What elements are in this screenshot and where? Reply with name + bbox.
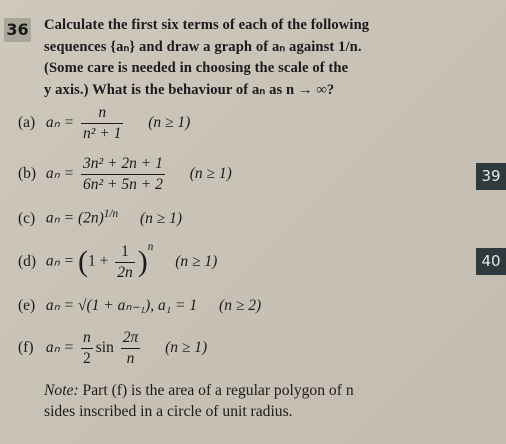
part-label: (c) <box>18 209 36 227</box>
part-lhs: aₙ = <box>45 339 75 357</box>
part-expression: aₙ = √(1 + aₙ₋₁), a₁ = 1 <box>45 297 198 314</box>
note-line <box>44 380 474 401</box>
part-expression: aₙ = (2n) <box>45 209 104 227</box>
exponent: n <box>147 241 154 253</box>
denominator: 2n <box>117 263 133 281</box>
sin-function: sin <box>95 339 114 357</box>
denominator: n <box>126 350 135 367</box>
side-tab-40: 40 <box>476 248 506 275</box>
part-lhs: aₙ = <box>45 252 75 270</box>
part-lhs: aₙ = <box>45 165 75 183</box>
fraction <box>81 329 93 368</box>
part-lhs: aₙ = <box>45 114 75 132</box>
note-prefix: Note: <box>44 382 79 399</box>
part-a <box>18 104 190 143</box>
denominator: 6n² + 5n + 2 <box>83 176 163 193</box>
fraction <box>115 243 135 282</box>
exponent: 1/n <box>103 208 119 220</box>
part-f <box>18 329 207 368</box>
part-b <box>18 155 232 194</box>
condition: (n ≥ 1) <box>165 339 208 357</box>
fraction <box>121 329 141 368</box>
numerator: n <box>81 329 93 349</box>
part-e <box>18 296 261 315</box>
condition: (n ≥ 1) <box>189 165 232 183</box>
part-label: (f) <box>18 339 34 357</box>
left-paren: ( <box>78 245 89 279</box>
denominator: 2 <box>83 350 91 367</box>
numerator: 3n² + 2n + 1 <box>81 155 165 175</box>
fraction <box>81 104 123 143</box>
part-prefix: 1 + <box>88 252 109 270</box>
condition: (n ≥ 1) <box>148 114 191 132</box>
side-tab-39: 39 <box>476 163 506 190</box>
part-c <box>18 208 182 228</box>
condition: (n ≥ 1) <box>139 209 183 227</box>
part-label: (a) <box>18 114 36 132</box>
intro-line: Calculate the first six terms of each of the following <box>44 17 370 33</box>
note-text: Part (f) is the area of a regular polygon of n <box>78 382 354 399</box>
numerator: 2π <box>121 329 141 349</box>
note-line: sides inscribed in a circle of unit radius. <box>44 403 293 420</box>
intro-line: (Some care is needed in choosing the scale of the <box>44 60 349 76</box>
right-paren: ) <box>137 245 148 279</box>
part-label: (b) <box>18 165 37 183</box>
part-label: (d) <box>18 252 37 270</box>
question-number: 36 <box>4 18 31 42</box>
denominator: n² + 1 <box>83 125 122 142</box>
condition: (n ≥ 2) <box>219 297 262 314</box>
condition: (n ≥ 1) <box>175 252 218 270</box>
part-label: (e) <box>18 297 36 314</box>
numerator: 1 <box>115 243 135 263</box>
fraction <box>81 155 165 194</box>
part-d <box>18 241 217 282</box>
question-intro <box>44 15 464 101</box>
numerator: n <box>81 104 123 124</box>
intro-line: sequences {aₙ} and draw a graph of aₙ against 1/n. <box>44 38 362 55</box>
note <box>44 380 474 422</box>
intro-line: y axis.) What is the behaviour of aₙ as n → ∞? <box>44 81 335 98</box>
